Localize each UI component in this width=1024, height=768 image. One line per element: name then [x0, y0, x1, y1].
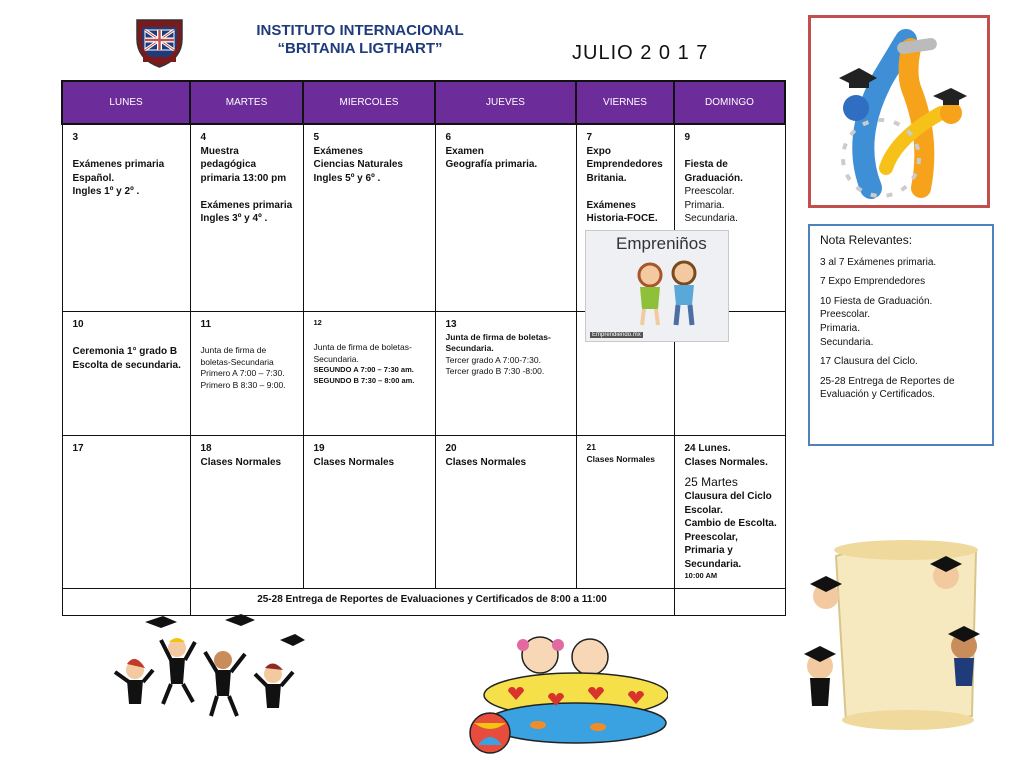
day-number: 9 — [684, 132, 691, 143]
day-cell — [190, 436, 303, 589]
header-martes: MARTES — [190, 81, 303, 124]
day-events: SEGUNDO A 7:00 – 7:30 am. SEGUNDO B 7:30 – 8:00 am. — [313, 365, 415, 385]
week-row — [62, 436, 785, 589]
day-event-title: Fiesta de Graduación. — [684, 159, 743, 184]
day-cell — [62, 312, 190, 436]
day-event-title: Junta de firma de boletas-Secundaria — [200, 345, 274, 367]
day-cell — [62, 436, 190, 589]
note-item: 17 Clausura del Ciclo. — [820, 356, 918, 368]
day-number: 19 — [313, 443, 325, 454]
day-cell — [435, 312, 576, 436]
day-number: 12 — [313, 318, 322, 327]
header-jueves: JUEVES — [435, 81, 576, 124]
day-cell — [190, 312, 303, 436]
day-cell — [435, 436, 576, 589]
kids-icon — [626, 259, 706, 329]
day-events: Primero A 7:00 – 7:30. Primero B 8:30 – 9:00. — [200, 368, 286, 390]
emprenninos-image — [585, 230, 729, 342]
day-events: Clases Normales — [200, 456, 282, 468]
header-miercoles: MIERCOLES — [303, 81, 435, 124]
day-number: 17 — [72, 443, 84, 454]
day-events: Examen Geografía primaria. — [445, 145, 538, 170]
day-number: 5 — [313, 132, 320, 143]
day-number: 4 — [200, 132, 207, 143]
school-name-line2: “BRITANIA LIGTHART” — [277, 40, 443, 57]
kids-in-pool-icon — [468, 625, 668, 755]
note-item: 7 Expo Emprendedores — [820, 276, 926, 288]
note-item: 25-28 Entrega de Reportes de Evaluación y Certificados. — [820, 375, 955, 401]
day-number: 18 — [200, 443, 212, 454]
diploma-scroll-icon — [796, 536, 996, 736]
day-cell — [303, 436, 435, 589]
day-number: 21 — [586, 442, 596, 452]
day-number: 7 — [586, 132, 593, 143]
notes-box — [808, 224, 994, 446]
day-events: Clases Normales — [445, 456, 527, 468]
day-number: 6 — [445, 132, 452, 143]
day-events: Clases Normales — [313, 456, 395, 468]
day-cell — [62, 124, 190, 312]
day-events: Exámenes Ciencias Naturales Ingles 5º y 6º . — [313, 145, 403, 184]
month-title: JULIO 2 0 1 7 — [572, 42, 709, 64]
calendar-header-row — [62, 81, 785, 124]
emprenninos-url: Emprendiendo.mx — [592, 332, 641, 338]
header-lunes: LUNES — [62, 81, 190, 124]
day-cell — [303, 124, 435, 312]
day-event-title: 25 Martes — [684, 475, 738, 489]
calendar-table — [61, 80, 786, 616]
day-events: Tercer grado A 7:00-7:30. Tercer grado B 7:30 -8:00. — [445, 354, 545, 376]
day-events: Clases Normales — [586, 453, 656, 464]
day-events: Clausura del Ciclo Escolar. Cambio de Escolta. Preescolar, Primaria y Secundaria. — [684, 491, 777, 570]
day-events: Exámenes primaria Español. Ingles 1º y 2º . — [72, 159, 165, 197]
footer-note: 25-28 Entrega de Reportes de Evaluaciones y Certificados de 8:00 a 11:00 — [190, 589, 674, 616]
day-events: Ceremonia 1° grado B Escolta de secundaria. — [72, 346, 181, 371]
note-item: 3 al 7 Exámenes primaria. — [820, 256, 937, 268]
day-events: Preescolar. Primaria. Secundaria. — [684, 186, 738, 224]
graduates-logo-icon — [808, 15, 990, 208]
day-cell — [576, 436, 674, 589]
event-time: 10:00 AM — [684, 571, 718, 580]
header-viernes: VIERNES — [576, 81, 674, 124]
day-events: Expo Emprendedores Britania. Exámenes Historia-FOCE. — [586, 145, 663, 224]
day-event-title: Junta de firma de boletas- Secundaria. — [445, 331, 551, 353]
emprenninos-title: Empreniños — [616, 234, 707, 253]
day-event-title: Junta de firma de boletas- Secundaria. — [313, 342, 412, 364]
day-number: 13 — [445, 319, 457, 330]
note-item: 10 Fiesta de Graduación. Preescolar. Primaria. Secundaria. — [820, 295, 933, 348]
header-domingo: DOMINGO — [674, 81, 785, 124]
jumping-graduates-icon — [105, 612, 305, 722]
day-number: 11 — [200, 319, 212, 330]
day-cell — [674, 436, 785, 589]
day-events: 24 Lunes. Clases Normales. — [684, 443, 768, 468]
day-cell — [190, 124, 303, 312]
day-cell — [303, 312, 435, 436]
day-events: Muestra pedagógica primaria 13:00 pm Exámenes primaria Ingles 3º y 4º . — [200, 145, 293, 224]
day-number: 3 — [72, 132, 79, 143]
school-name — [230, 22, 490, 58]
school-crest-icon — [133, 17, 186, 69]
day-number: 20 — [445, 443, 457, 454]
school-name-line1: INSTITUTO INTERNACIONAL — [256, 22, 464, 39]
day-number: 10 — [72, 319, 84, 330]
day-cell — [435, 124, 576, 312]
notes-title: Nota Relevantes: — [820, 233, 913, 247]
footer-empty-cell — [674, 589, 785, 616]
